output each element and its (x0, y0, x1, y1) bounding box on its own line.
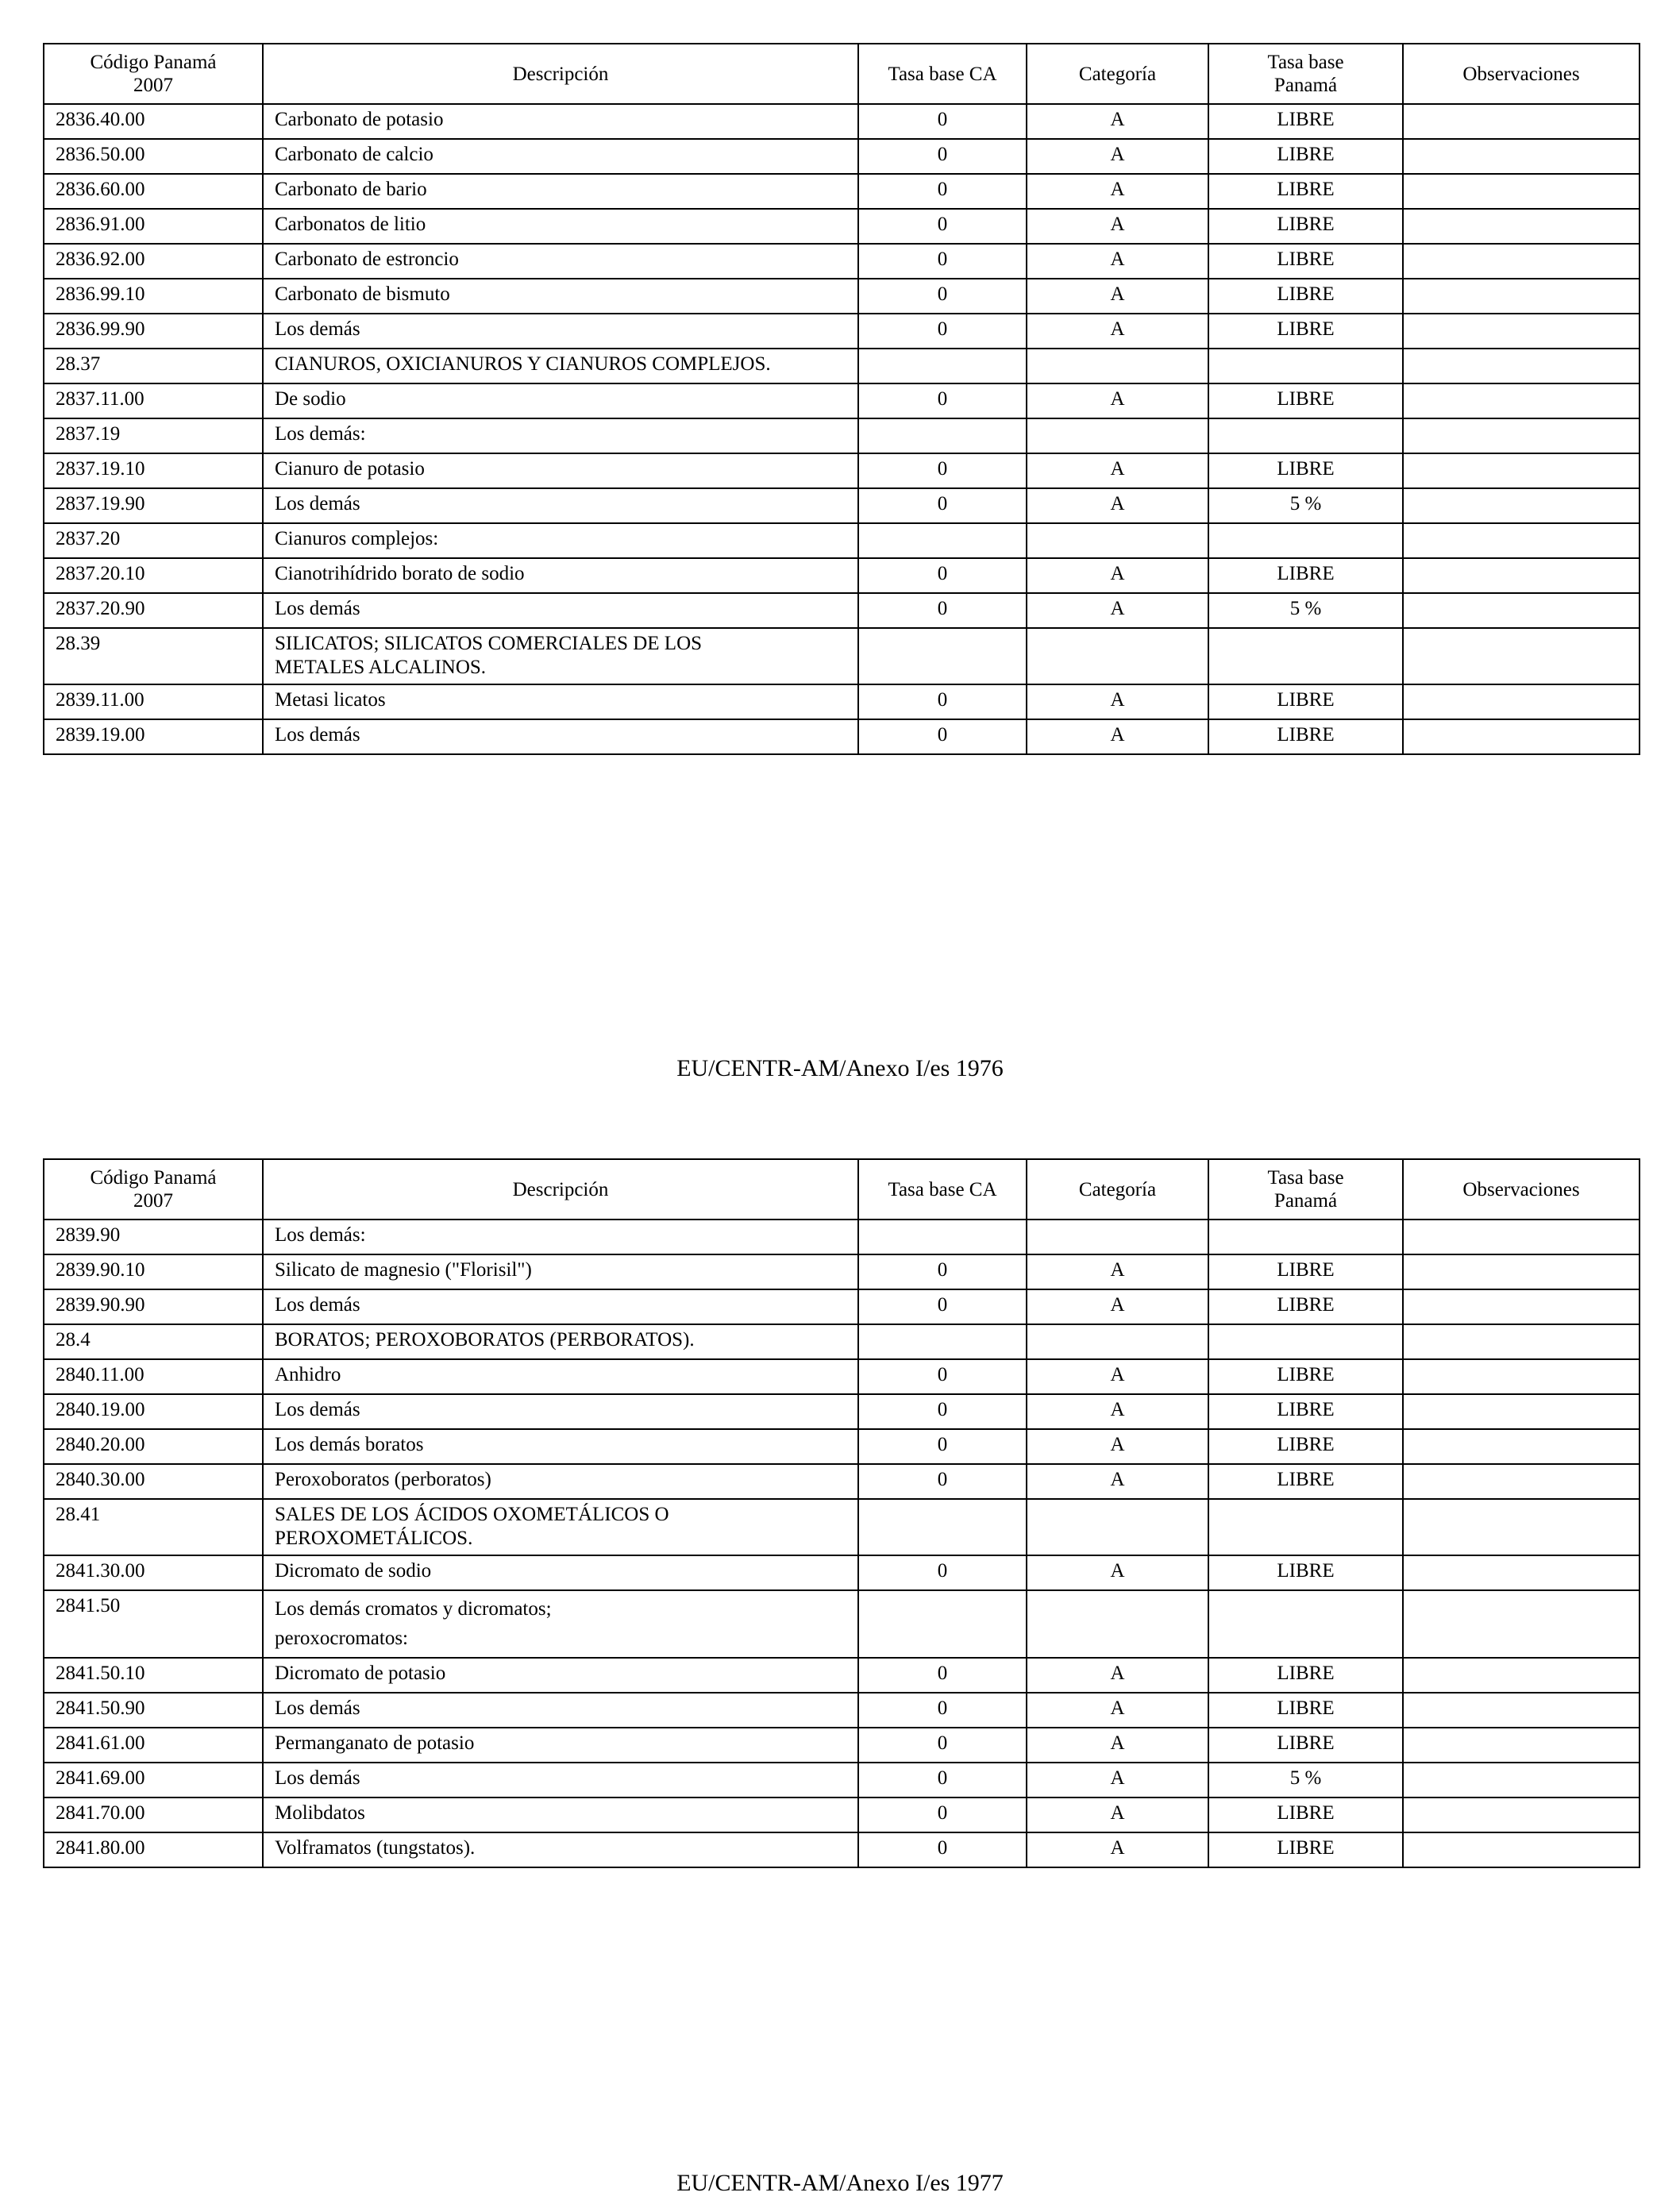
cell-categoria: A (1027, 1658, 1208, 1693)
cell-tasa-ca: 0 (858, 1763, 1027, 1797)
cell-tasa-panama: LIBRE (1208, 314, 1403, 349)
header-tasa-ca: Tasa base CA (858, 44, 1027, 104)
header-categoria: Categoría (1027, 44, 1208, 104)
cell-tasa-ca (858, 418, 1027, 453)
cell-description: Carbonato de bismuto (263, 279, 858, 314)
cell-observaciones (1403, 244, 1640, 279)
cell-observaciones (1403, 1429, 1640, 1464)
cell-tasa-ca: 0 (858, 1658, 1027, 1693)
cell-tasa-ca: 0 (858, 244, 1027, 279)
cell-observaciones (1403, 1658, 1640, 1693)
table-row (44, 1429, 1640, 1464)
cell-code: 2841.70.00 (44, 1797, 263, 1832)
cell-code: 28.41 (44, 1499, 263, 1555)
cell-categoria (1027, 1499, 1208, 1555)
cell-observaciones (1403, 453, 1640, 488)
cell-description: Peroxoboratos (perboratos) (263, 1464, 858, 1499)
cell-observaciones (1403, 279, 1640, 314)
cell-tasa-panama (1208, 523, 1403, 558)
cell-observaciones (1403, 558, 1640, 593)
cell-categoria: A (1027, 139, 1208, 174)
cell-description: Los demás (263, 1394, 858, 1429)
cell-tasa-ca (858, 1220, 1027, 1254)
cell-code: 2841.50.90 (44, 1693, 263, 1728)
cell-tasa-panama: LIBRE (1208, 1555, 1403, 1590)
cell-categoria: A (1027, 383, 1208, 418)
cell-tasa-panama: LIBRE (1208, 279, 1403, 314)
cell-code: 2840.11.00 (44, 1359, 263, 1394)
cell-tasa-ca (858, 1590, 1027, 1658)
header-descripcion: Descripción (263, 1159, 858, 1220)
cell-categoria: A (1027, 1832, 1208, 1867)
cell-categoria: A (1027, 1693, 1208, 1728)
table-row (44, 383, 1640, 418)
cell-observaciones (1403, 1220, 1640, 1254)
table-row (44, 1220, 1640, 1254)
cell-categoria: A (1027, 488, 1208, 523)
cell-tasa-ca: 0 (858, 1429, 1027, 1464)
cell-tasa-panama: LIBRE (1208, 1658, 1403, 1693)
cell-tasa-panama: LIBRE (1208, 1832, 1403, 1867)
tariff-table-1 (43, 43, 1640, 755)
cell-code: 2839.11.00 (44, 684, 263, 719)
cell-tasa-panama: LIBRE (1208, 1728, 1403, 1763)
cell-code: 2837.20.90 (44, 593, 263, 628)
cell-tasa-panama (1208, 1220, 1403, 1254)
cell-description: Anhidro (263, 1359, 858, 1394)
table-row (44, 1832, 1640, 1867)
table-row (44, 1797, 1640, 1832)
cell-observaciones (1403, 1590, 1640, 1658)
cell-categoria: A (1027, 1289, 1208, 1324)
table-row (44, 593, 1640, 628)
cell-observaciones (1403, 1254, 1640, 1289)
header-tasa-ca: Tasa base CA (858, 1159, 1027, 1220)
header-tasa-panama: Tasa base Panamá (1208, 1159, 1403, 1220)
cell-categoria (1027, 418, 1208, 453)
table-row (44, 1464, 1640, 1499)
cell-tasa-panama (1208, 1324, 1403, 1359)
table-row (44, 1763, 1640, 1797)
cell-description: Silicato de magnesio ("Florisil") (263, 1254, 858, 1289)
cell-observaciones (1403, 1555, 1640, 1590)
cell-tasa-panama: LIBRE (1208, 1429, 1403, 1464)
cell-tasa-ca (858, 1324, 1027, 1359)
cell-categoria: A (1027, 314, 1208, 349)
cell-tasa-panama: LIBRE (1208, 719, 1403, 754)
cell-observaciones (1403, 719, 1640, 754)
cell-code: 2841.61.00 (44, 1728, 263, 1763)
cell-categoria: A (1027, 1254, 1208, 1289)
cell-code: 2837.19.90 (44, 488, 263, 523)
cell-categoria (1027, 349, 1208, 383)
cell-categoria: A (1027, 684, 1208, 719)
cell-tasa-panama: LIBRE (1208, 209, 1403, 244)
cell-observaciones (1403, 1797, 1640, 1832)
cell-tasa-panama: LIBRE (1208, 1289, 1403, 1324)
cell-description: Volframatos (tungstatos). (263, 1832, 858, 1867)
cell-description: Carbonato de bario (263, 174, 858, 209)
header-descripcion: Descripción (263, 44, 858, 104)
table-row (44, 523, 1640, 558)
cell-tasa-ca: 0 (858, 1464, 1027, 1499)
cell-observaciones (1403, 1763, 1640, 1797)
cell-observaciones (1403, 1499, 1640, 1555)
cell-tasa-ca: 0 (858, 209, 1027, 244)
cell-tasa-panama: 5 % (1208, 593, 1403, 628)
cell-categoria: A (1027, 558, 1208, 593)
cell-description: Cianuros complejos: (263, 523, 858, 558)
cell-categoria: A (1027, 104, 1208, 139)
cell-tasa-ca: 0 (858, 1832, 1027, 1867)
table-row (44, 314, 1640, 349)
page-footer: EU/CENTR-AM/Anexo I/es 1977 (676, 2170, 1004, 2196)
header-categoria: Categoría (1027, 1159, 1208, 1220)
cell-observaciones (1403, 1832, 1640, 1867)
cell-code: 28.4 (44, 1324, 263, 1359)
cell-categoria: A (1027, 593, 1208, 628)
cell-observaciones (1403, 1394, 1640, 1429)
cell-tasa-ca: 0 (858, 1254, 1027, 1289)
cell-categoria: A (1027, 244, 1208, 279)
cell-code: 2840.20.00 (44, 1429, 263, 1464)
cell-description: Los demás (263, 1289, 858, 1324)
cell-tasa-panama: 5 % (1208, 488, 1403, 523)
cell-observaciones (1403, 383, 1640, 418)
cell-code: 2836.99.10 (44, 279, 263, 314)
cell-code: 2837.20 (44, 523, 263, 558)
cell-code: 2836.92.00 (44, 244, 263, 279)
cell-description: Carbonato de calcio (263, 139, 858, 174)
cell-tasa-ca: 0 (858, 383, 1027, 418)
table-row (44, 488, 1640, 523)
cell-description: Los demás (263, 314, 858, 349)
cell-tasa-panama: LIBRE (1208, 684, 1403, 719)
cell-tasa-ca: 0 (858, 1693, 1027, 1728)
cell-tasa-panama: LIBRE (1208, 1359, 1403, 1394)
cell-categoria (1027, 1324, 1208, 1359)
cell-categoria: A (1027, 453, 1208, 488)
cell-tasa-ca (858, 523, 1027, 558)
cell-code: 2836.60.00 (44, 174, 263, 209)
cell-observaciones (1403, 104, 1640, 139)
cell-code: 28.37 (44, 349, 263, 383)
cell-categoria: A (1027, 209, 1208, 244)
cell-tasa-ca: 0 (858, 1728, 1027, 1763)
cell-observaciones (1403, 684, 1640, 719)
cell-description: Permanganato de potasio (263, 1728, 858, 1763)
table-row (44, 558, 1640, 593)
table-row (44, 139, 1640, 174)
table-row (44, 418, 1640, 453)
cell-categoria: A (1027, 1728, 1208, 1763)
page-footer: EU/CENTR-AM/Anexo I/es 1976 (676, 1055, 1004, 1081)
cell-code: 2841.30.00 (44, 1555, 263, 1590)
cell-tasa-ca: 0 (858, 453, 1027, 488)
cell-observaciones (1403, 488, 1640, 523)
cell-tasa-ca: 0 (858, 684, 1027, 719)
cell-tasa-panama (1208, 418, 1403, 453)
cell-tasa-ca (858, 628, 1027, 684)
cell-categoria: A (1027, 1359, 1208, 1394)
cell-categoria (1027, 523, 1208, 558)
table-row (44, 1359, 1640, 1394)
cell-code: 2841.80.00 (44, 1832, 263, 1867)
cell-tasa-panama: LIBRE (1208, 139, 1403, 174)
cell-code: 2839.90 (44, 1220, 263, 1254)
cell-description: CIANUROS, OXICIANUROS Y CIANUROS COMPLEJOS. (263, 349, 858, 383)
cell-tasa-ca: 0 (858, 1797, 1027, 1832)
cell-tasa-panama: LIBRE (1208, 1693, 1403, 1728)
cell-observaciones (1403, 628, 1640, 684)
cell-observaciones (1403, 314, 1640, 349)
cell-description: Los demás: (263, 1220, 858, 1254)
cell-tasa-panama: LIBRE (1208, 104, 1403, 139)
cell-description: Metasi licatos (263, 684, 858, 719)
table-row (44, 244, 1640, 279)
cell-tasa-ca: 0 (858, 1289, 1027, 1324)
cell-description: Los demás cromatos y dicromatos; peroxocromatos: (263, 1590, 858, 1658)
cell-code: 2836.99.90 (44, 314, 263, 349)
cell-description: Los demás (263, 593, 858, 628)
cell-description: Cianotrihídrido borato de sodio (263, 558, 858, 593)
cell-tasa-panama: LIBRE (1208, 1254, 1403, 1289)
table-row (44, 1590, 1640, 1658)
table-row (44, 1394, 1640, 1429)
cell-description: Carbonatos de litio (263, 209, 858, 244)
cell-description: Cianuro de potasio (263, 453, 858, 488)
cell-tasa-panama: LIBRE (1208, 244, 1403, 279)
table-row (44, 1289, 1640, 1324)
cell-code: 2836.50.00 (44, 139, 263, 174)
table-row (44, 453, 1640, 488)
table-row (44, 684, 1640, 719)
cell-tasa-panama: LIBRE (1208, 558, 1403, 593)
cell-tasa-panama (1208, 1499, 1403, 1555)
table-row (44, 1658, 1640, 1693)
cell-tasa-ca: 0 (858, 314, 1027, 349)
cell-categoria: A (1027, 1763, 1208, 1797)
cell-description: De sodio (263, 383, 858, 418)
cell-code: 2836.91.00 (44, 209, 263, 244)
cell-tasa-ca (858, 1499, 1027, 1555)
cell-tasa-ca: 0 (858, 174, 1027, 209)
cell-observaciones (1403, 174, 1640, 209)
cell-tasa-ca (858, 349, 1027, 383)
cell-description: Carbonato de potasio (263, 104, 858, 139)
cell-description: Los demás: (263, 418, 858, 453)
table-header-row (44, 44, 1640, 104)
cell-code: 2837.11.00 (44, 383, 263, 418)
cell-observaciones (1403, 1289, 1640, 1324)
header-observaciones: Observaciones (1403, 1159, 1640, 1220)
cell-categoria: A (1027, 174, 1208, 209)
cell-description: Los demás (263, 1693, 858, 1728)
cell-code: 2839.90.90 (44, 1289, 263, 1324)
cell-categoria: A (1027, 1555, 1208, 1590)
cell-description: SALES DE LOS ÁCIDOS OXOMETÁLICOS O PEROXOMETÁLICOS. (263, 1499, 858, 1555)
header-tasa-panama: Tasa base Panamá (1208, 44, 1403, 104)
cell-code: 28.39 (44, 628, 263, 684)
cell-categoria: A (1027, 719, 1208, 754)
table-body (44, 1220, 1640, 1867)
cell-observaciones (1403, 1728, 1640, 1763)
table-row (44, 1499, 1640, 1555)
cell-tasa-ca: 0 (858, 279, 1027, 314)
header-codigo: Código Panamá 2007 (44, 44, 263, 104)
cell-categoria: A (1027, 1429, 1208, 1464)
cell-description: Molibdatos (263, 1797, 858, 1832)
cell-tasa-ca: 0 (858, 104, 1027, 139)
cell-observaciones (1403, 1693, 1640, 1728)
cell-code: 2837.19 (44, 418, 263, 453)
table-row (44, 1555, 1640, 1590)
cell-tasa-ca: 0 (858, 593, 1027, 628)
header-codigo: Código Panamá 2007 (44, 1159, 263, 1220)
cell-categoria: A (1027, 279, 1208, 314)
cell-observaciones (1403, 139, 1640, 174)
cell-description: Los demás (263, 1763, 858, 1797)
cell-description: Carbonato de estroncio (263, 244, 858, 279)
cell-description: Dicromato de sodio (263, 1555, 858, 1590)
cell-categoria: A (1027, 1394, 1208, 1429)
cell-code: 2839.90.10 (44, 1254, 263, 1289)
cell-code: 2841.50.10 (44, 1658, 263, 1693)
cell-categoria (1027, 1590, 1208, 1658)
header-observaciones: Observaciones (1403, 44, 1640, 104)
cell-tasa-panama: LIBRE (1208, 1464, 1403, 1499)
cell-code: 2837.20.10 (44, 558, 263, 593)
table-row (44, 104, 1640, 139)
cell-categoria (1027, 628, 1208, 684)
cell-description: SILICATOS; SILICATOS COMERCIALES DE LOS METALES ALCALINOS. (263, 628, 858, 684)
cell-tasa-panama: LIBRE (1208, 1394, 1403, 1429)
cell-description: Dicromato de potasio (263, 1658, 858, 1693)
cell-observaciones (1403, 1464, 1640, 1499)
table-row (44, 628, 1640, 684)
table-row (44, 1324, 1640, 1359)
cell-description: Los demás (263, 488, 858, 523)
cell-observaciones (1403, 209, 1640, 244)
table-row (44, 279, 1640, 314)
table-body (44, 104, 1640, 754)
table-row (44, 349, 1640, 383)
cell-categoria (1027, 1220, 1208, 1254)
cell-description: Los demás boratos (263, 1429, 858, 1464)
table-row (44, 1254, 1640, 1289)
cell-observaciones (1403, 1359, 1640, 1394)
cell-tasa-ca: 0 (858, 1394, 1027, 1429)
table-row (44, 719, 1640, 754)
cell-tasa-ca: 0 (858, 719, 1027, 754)
cell-categoria: A (1027, 1464, 1208, 1499)
cell-tasa-panama (1208, 628, 1403, 684)
cell-tasa-panama: LIBRE (1208, 383, 1403, 418)
cell-tasa-panama: LIBRE (1208, 453, 1403, 488)
table-row (44, 174, 1640, 209)
cell-code: 2841.69.00 (44, 1763, 263, 1797)
cell-tasa-ca: 0 (858, 1555, 1027, 1590)
cell-tasa-panama: LIBRE (1208, 1797, 1403, 1832)
cell-tasa-panama: LIBRE (1208, 174, 1403, 209)
tariff-table-2 (43, 1158, 1640, 1868)
cell-tasa-panama: 5 % (1208, 1763, 1403, 1797)
cell-code: 2840.19.00 (44, 1394, 263, 1429)
cell-description: Los demás (263, 719, 858, 754)
cell-categoria: A (1027, 1797, 1208, 1832)
cell-observaciones (1403, 349, 1640, 383)
cell-tasa-panama (1208, 349, 1403, 383)
cell-observaciones (1403, 593, 1640, 628)
table-header-row (44, 1159, 1640, 1220)
cell-code: 2841.50 (44, 1590, 263, 1658)
cell-tasa-ca: 0 (858, 488, 1027, 523)
cell-tasa-ca: 0 (858, 558, 1027, 593)
cell-code: 2840.30.00 (44, 1464, 263, 1499)
cell-tasa-ca: 0 (858, 1359, 1027, 1394)
cell-observaciones (1403, 523, 1640, 558)
cell-code: 2836.40.00 (44, 104, 263, 139)
table-row (44, 1693, 1640, 1728)
cell-observaciones (1403, 418, 1640, 453)
table-row (44, 209, 1640, 244)
cell-code: 2839.19.00 (44, 719, 263, 754)
table-row (44, 1728, 1640, 1763)
cell-observaciones (1403, 1324, 1640, 1359)
cell-tasa-panama (1208, 1590, 1403, 1658)
cell-description: BORATOS; PEROXOBORATOS (PERBORATOS). (263, 1324, 858, 1359)
cell-tasa-ca: 0 (858, 139, 1027, 174)
cell-code: 2837.19.10 (44, 453, 263, 488)
